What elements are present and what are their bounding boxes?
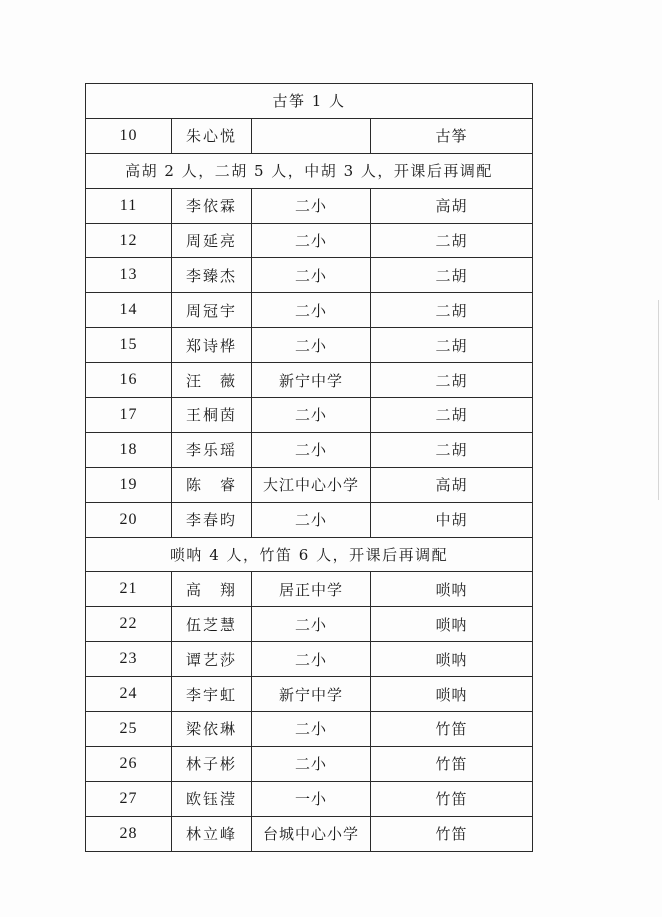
instrument-name: 竹笛 — [371, 816, 533, 851]
row-number: 20 — [86, 502, 172, 537]
school-name: 新宁中学 — [252, 363, 371, 398]
instrument-name: 唢呐 — [371, 607, 533, 642]
instrument-name: 二胡 — [371, 293, 533, 328]
student-name: 周冠宇 — [172, 293, 252, 328]
student-name: 李春昀 — [172, 502, 252, 537]
instrument-name: 唢呐 — [371, 642, 533, 677]
table-row — [86, 781, 533, 816]
school-name: 居正中学 — [252, 572, 371, 607]
instrument-name: 竹笛 — [371, 746, 533, 781]
table-row — [86, 502, 533, 537]
row-number: 17 — [86, 398, 172, 433]
student-name: 汪 薇 — [172, 363, 252, 398]
row-number: 23 — [86, 642, 172, 677]
instrument-name: 高胡 — [371, 467, 533, 502]
section-header-row — [86, 153, 533, 188]
student-name: 郑诗桦 — [172, 328, 252, 363]
student-name: 朱心悦 — [172, 118, 252, 153]
student-name: 李乐瑶 — [172, 432, 252, 467]
row-number: 21 — [86, 572, 172, 607]
instrument-name: 二胡 — [371, 432, 533, 467]
school-name — [252, 118, 371, 153]
table-row — [86, 607, 533, 642]
row-number: 11 — [86, 188, 172, 223]
school-name: 二小 — [252, 502, 371, 537]
row-number: 25 — [86, 712, 172, 747]
table-row — [86, 188, 533, 223]
school-name: 二小 — [252, 293, 371, 328]
school-name: 二小 — [252, 188, 371, 223]
school-name: 二小 — [252, 328, 371, 363]
row-number: 22 — [86, 607, 172, 642]
section-header-row — [86, 537, 533, 572]
section-header-row — [86, 84, 533, 119]
table-row — [86, 677, 533, 712]
school-name: 二小 — [252, 607, 371, 642]
section-heading-suona-dizi: 唢呐 4 人，竹笛 6 人，开课后再调配 — [86, 537, 533, 572]
instrument-name: 二胡 — [371, 398, 533, 433]
table-row — [86, 328, 533, 363]
school-name: 二小 — [252, 223, 371, 258]
table-row — [86, 118, 533, 153]
row-number: 18 — [86, 432, 172, 467]
student-name: 李臻杰 — [172, 258, 252, 293]
table-row — [86, 258, 533, 293]
student-name: 梁依琳 — [172, 712, 252, 747]
instrument-name: 二胡 — [371, 328, 533, 363]
table-row — [86, 816, 533, 851]
row-number: 19 — [86, 467, 172, 502]
instrument-name: 二胡 — [371, 258, 533, 293]
section-heading-huqin: 高胡 2 人，二胡 5 人，中胡 3 人，开课后再调配 — [86, 153, 533, 188]
instrument-name: 高胡 — [371, 188, 533, 223]
student-name: 谭艺莎 — [172, 642, 252, 677]
instrument-name: 中胡 — [371, 502, 533, 537]
row-number: 24 — [86, 677, 172, 712]
school-name: 台城中心小学 — [252, 816, 371, 851]
table-row — [86, 398, 533, 433]
row-number: 16 — [86, 363, 172, 398]
table-row — [86, 746, 533, 781]
row-number: 10 — [86, 118, 172, 153]
student-roster-table — [85, 83, 533, 852]
instrument-name: 竹笛 — [371, 712, 533, 747]
table-row — [86, 642, 533, 677]
row-number: 14 — [86, 293, 172, 328]
table-row — [86, 572, 533, 607]
row-number: 28 — [86, 816, 172, 851]
table-row — [86, 467, 533, 502]
student-name: 陈 睿 — [172, 467, 252, 502]
instrument-name: 二胡 — [371, 223, 533, 258]
student-name: 李宇虹 — [172, 677, 252, 712]
table-row — [86, 432, 533, 467]
instrument-name: 唢呐 — [371, 572, 533, 607]
school-name: 二小 — [252, 398, 371, 433]
student-name: 高 翔 — [172, 572, 252, 607]
row-number: 15 — [86, 328, 172, 363]
row-number: 26 — [86, 746, 172, 781]
school-name: 新宁中学 — [252, 677, 371, 712]
row-number: 27 — [86, 781, 172, 816]
student-name: 王桐茵 — [172, 398, 252, 433]
school-name: 二小 — [252, 432, 371, 467]
school-name: 大江中心小学 — [252, 467, 371, 502]
school-name: 二小 — [252, 746, 371, 781]
student-name: 周延亮 — [172, 223, 252, 258]
table-row — [86, 293, 533, 328]
table-row — [86, 712, 533, 747]
student-name: 林立峰 — [172, 816, 252, 851]
student-name: 伍芝慧 — [172, 607, 252, 642]
instrument-name: 唢呐 — [371, 677, 533, 712]
student-name: 欧钰滢 — [172, 781, 252, 816]
instrument-name: 二胡 — [371, 363, 533, 398]
instrument-name: 古筝 — [371, 118, 533, 153]
instrument-name: 竹笛 — [371, 781, 533, 816]
student-name: 林子彬 — [172, 746, 252, 781]
table-row — [86, 363, 533, 398]
school-name: 二小 — [252, 642, 371, 677]
school-name: 二小 — [252, 712, 371, 747]
school-name: 一小 — [252, 781, 371, 816]
row-number: 12 — [86, 223, 172, 258]
student-name: 李依霖 — [172, 188, 252, 223]
scan-edge-line — [658, 300, 659, 500]
school-name: 二小 — [252, 258, 371, 293]
row-number: 13 — [86, 258, 172, 293]
table-row — [86, 223, 533, 258]
section-heading-guzheng: 古筝 1 人 — [86, 84, 533, 119]
